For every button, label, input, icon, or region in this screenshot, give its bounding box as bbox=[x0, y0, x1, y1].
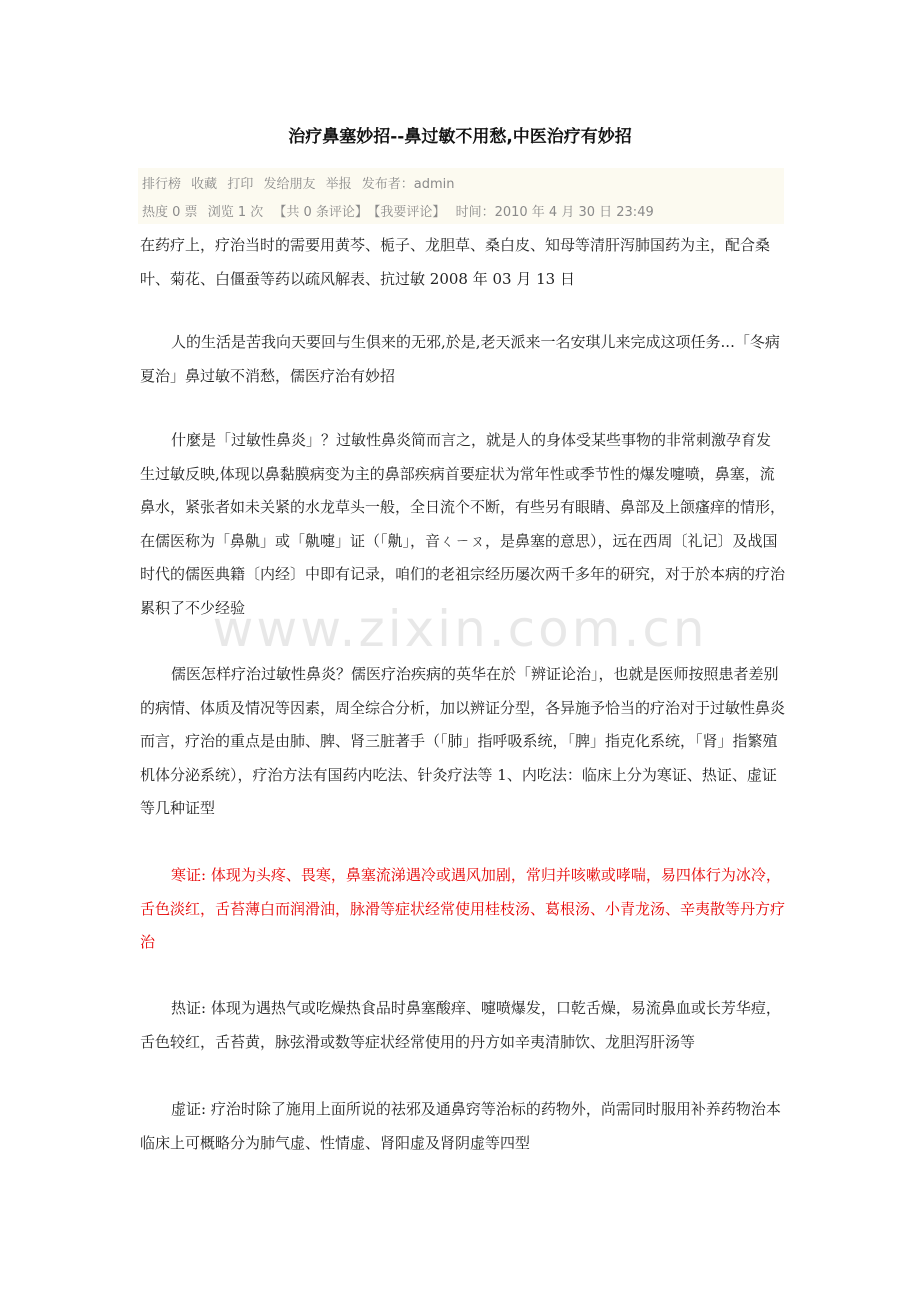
paragraph-heat-syndrome: 热证: 体现为遇热气或吃燥热食品时鼻塞酸痒、嚏喷爆发，口乾舌燥，易流鼻血或长芳华痘，舌色较红，舌苔黄，脉弦滑或数等症状经常使用的丹方如辛夷清肺饮、龙胆泻肝汤等 bbox=[140, 999, 781, 1051]
paragraph-treatment: 儒医怎样疗治过敏性鼻炎？儒医疗治疾病的英华在於「辨证论治」，也就是医师按照患者差别的病情、体质及情况等因素，周全综合分析，加以辨证分型，各异施予恰当的疗治对于过敏性鼻炎而言，疗治的重点是由肺、脾、肾三脏著手（「肺」指呼吸系统，「脾」指克化系统，「肾」指繁殖机体分泌系统），疗治方法有国药内吃法、针灸疗法等 1、内吃法：临床上分为寒证、热证、虚证等几种证型 bbox=[140, 665, 786, 817]
publish-time: 时间：2010 年 4 月 30 日 23:49 bbox=[455, 205, 654, 220]
favorite-link[interactable]: 收藏 bbox=[191, 177, 218, 192]
meta-stats-row bbox=[142, 201, 660, 220]
report-link[interactable]: 举报 bbox=[325, 177, 352, 192]
paragraph-winter-summer: 人的生活是苦我向天要回与生俱来的无邪,於是,老天派来一名安琪儿来完成这项任务...「冬病夏治」鼻过敏不消愁，儒医疗治有妙招 bbox=[140, 333, 780, 385]
publisher-label: 发布者：admin bbox=[361, 177, 455, 192]
ranking-link[interactable]: 排行榜 bbox=[142, 177, 182, 192]
view-count: 浏览 1 次 bbox=[207, 205, 264, 220]
send-to-friend-link[interactable]: 发给朋友 bbox=[263, 177, 316, 192]
paragraph-cold-syndrome: 寒证: 体现为头疼、畏寒，鼻塞流涕遇冷或遇风加剧，常归并咳嗽或哮喘，易四体行为冰冷，舌色淡红，舌苔薄白而润滑油，脉滑等症状经常使用桂枝汤、葛根汤、小青龙汤、辛夷散等丹方疗治 bbox=[140, 866, 786, 951]
paragraph-intro: 在药疗上，疗治当时的需要用黄芩、栀子、龙胆草、桑白皮、知母等清肝泻肺国药为主，配合桑叶、菊花、白僵蚕等药以疏风解表、抗过敏 2008 年 03 月 13 日 bbox=[140, 236, 771, 288]
paragraph-what-is: 什麼是「过敏性鼻炎」？过敏性鼻炎简而言之，就是人的身体受某些事物的非常刺激孕育发生过敏反映,体现以鼻黏膜病变为主的鼻部疾病首要症状为常年性或季节性的爆发嚏喷，鼻塞，流鼻水，紧张者如未关紧的水龙草头一般，全日流个不断，有些另有眼睛、鼻部及上颌瘙痒的情形，在儒医称为「鼻鼽」或「鼽嚏」证（「鼽」，音ㄑㄧㄡ，是鼻塞的意思），远在西周〔礼记〕及战国时代的儒医典籍〔内经〕中即有记录，咱们的老祖宗经历屡次两千多年的研究，对于於本病的疗治累积了不少经验 bbox=[140, 431, 786, 617]
meta-actions-row bbox=[142, 173, 461, 192]
comment-count-link[interactable]: 【共 0 条评论】 bbox=[273, 205, 368, 220]
print-link[interactable]: 打印 bbox=[227, 177, 254, 192]
write-comment-link[interactable]: 【我要评论】 bbox=[373, 205, 446, 220]
watermark: www.zixin.com.cn bbox=[212, 600, 708, 658]
article-title: 治疗鼻塞妙招--鼻过敏不用愁,中医治疗有妙招 bbox=[288, 127, 632, 147]
paragraph-deficiency-syndrome: 虚证: 疗治时除了施用上面所说的祛邪及通鼻窍等治标的药物外，尚需同时服用补养药物治本临床上可概略分为肺气虚、性情虚、肾阳虚及肾阴虚等四型 bbox=[140, 1100, 781, 1152]
heat-count: 热度 0 票 bbox=[142, 205, 198, 220]
article-meta-bar bbox=[138, 168, 784, 224]
